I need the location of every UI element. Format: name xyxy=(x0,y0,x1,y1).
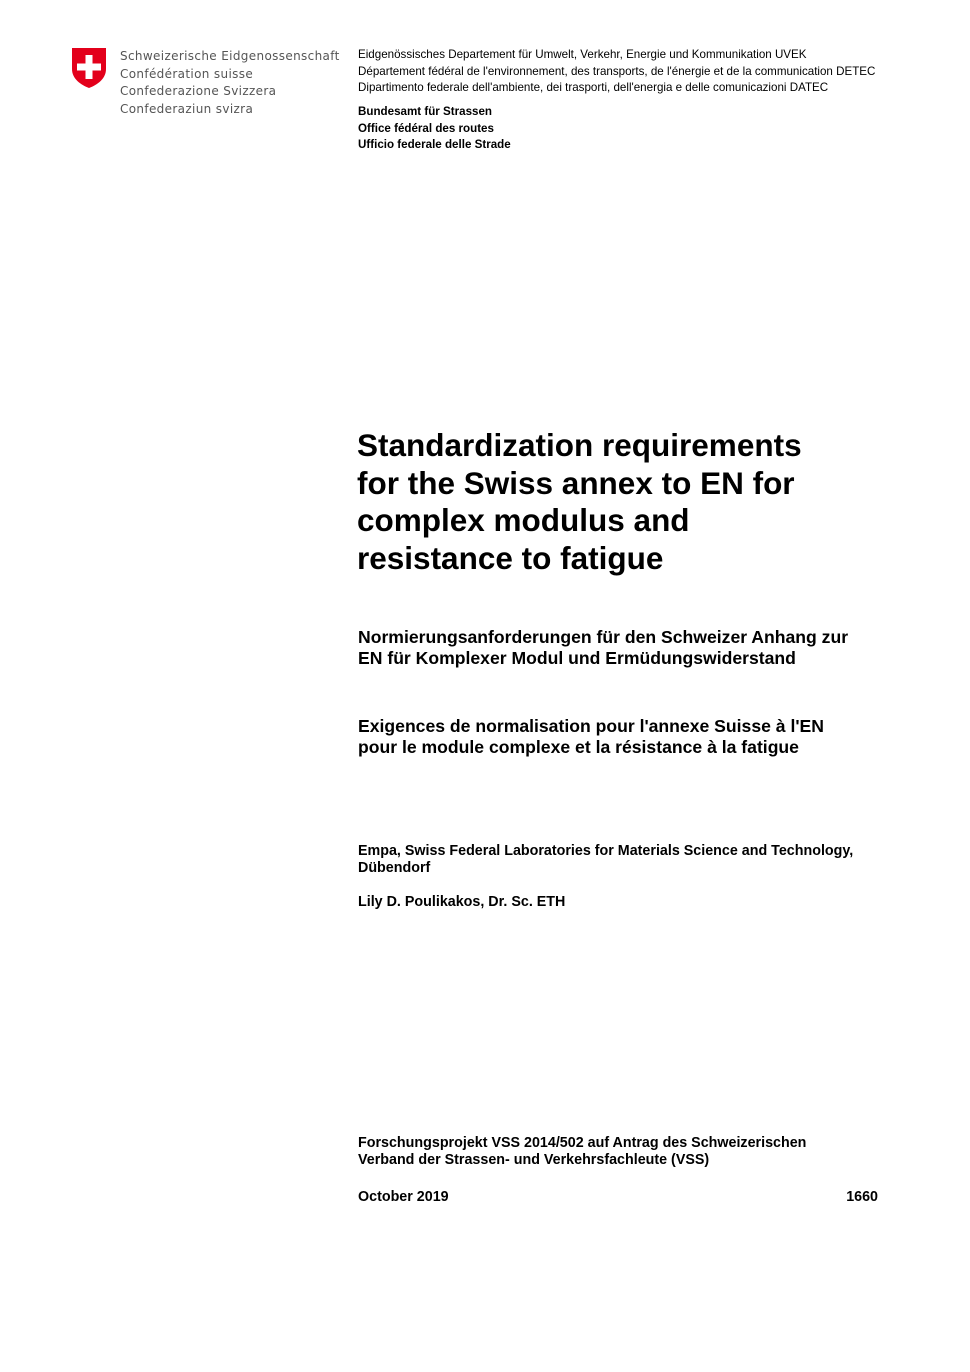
date-text: October 2019 xyxy=(358,1189,449,1205)
institution-line-1: Empa, Swiss Federal Laboratories for Materials Science and Technology, xyxy=(358,843,854,859)
confed-name-de: Schweizerische Eidgenossenschaft xyxy=(120,49,340,63)
confederation-names xyxy=(120,48,340,118)
confed-name-fr: Confédération suisse xyxy=(120,66,254,81)
swiss-cross-shield-icon xyxy=(71,47,107,89)
author xyxy=(358,894,918,911)
subtitle-de-line-1: Normierungsanforderungen für den Schweizer Anhang zur xyxy=(358,627,849,647)
office-line-it: Ufficio federale delle Strade xyxy=(358,138,511,151)
institution-line-2: Dübendorf xyxy=(358,860,431,876)
report-title xyxy=(357,427,877,577)
subtitle-french xyxy=(358,716,918,757)
department-header xyxy=(358,47,875,97)
project-line-2: Verband der Strassen- und Verkehrsfachleute (VSS) xyxy=(358,1152,710,1168)
research-project xyxy=(358,1135,918,1169)
author-name: Lily D. Poulikakos, Dr. Sc. ETH xyxy=(358,894,566,910)
title-line-2: for the Swiss annex to EN for xyxy=(357,464,795,501)
department-line-it: Dipartimento federale dell'ambiente, dei trasporti, dell'energia e delle comunicazioni DATEC xyxy=(358,81,829,94)
confed-name-rm: Confederaziun svizra xyxy=(120,101,254,116)
title-line-4: resistance to fatigue xyxy=(357,539,664,576)
office-line-de: Bundesamt für Strassen xyxy=(358,105,493,118)
subtitle-german xyxy=(358,627,918,668)
office-line-fr: Office fédéral des routes xyxy=(358,121,494,135)
title-line-1: Standardization requirements xyxy=(357,427,802,463)
confed-name-it: Confederazione Svizzera xyxy=(120,84,277,98)
report-number: 1660 xyxy=(846,1189,878,1205)
department-line-de: Eidgenössisches Departement für Umwelt, Verkehr, Energie und Kommunikation UVEK xyxy=(358,48,807,61)
title-line-3: complex modulus and xyxy=(357,502,690,538)
subtitle-fr-line-1: Exigences de normalisation pour l'annexe Suisse à l'EN xyxy=(358,716,824,736)
subtitle-de-line-2: EN für Komplexer Modul und Ermüdungswiderstand xyxy=(358,647,796,668)
department-line-fr: Département fédéral de l'environnement, des transports, de l'énergie et de la communication DETEC xyxy=(358,64,876,78)
project-line-1: Forschungsprojekt VSS 2014/502 auf Antrag des Schweizerischen xyxy=(358,1135,807,1151)
institution xyxy=(358,843,918,877)
office-header xyxy=(358,104,511,154)
subtitle-fr-line-2: pour le module complexe et la résistance à la fatigue xyxy=(358,736,799,757)
